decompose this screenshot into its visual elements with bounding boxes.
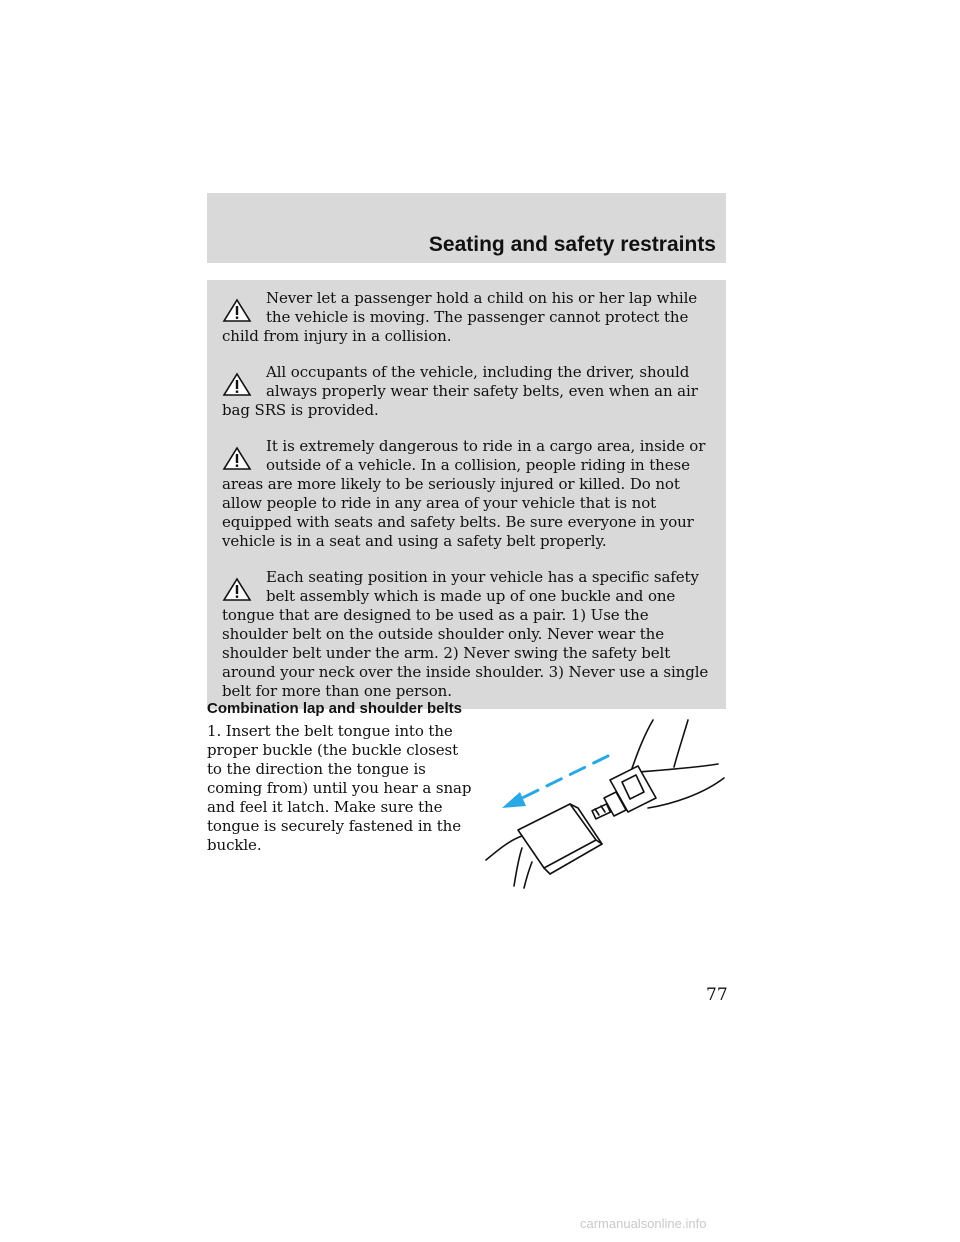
warning-text: even when an air bag SRS is provided. (222, 382, 698, 419)
watermark: carmanualsonline.info (580, 1216, 707, 1231)
warning-triangle-icon (222, 372, 252, 397)
warning-lead: Each seating position in your vehicle has a specific safety belt assembly which is made up of one buckle and one tongue that (222, 568, 699, 624)
page-number: 77 (706, 985, 728, 1005)
page-title: Seating and safety restraints (428, 233, 716, 256)
warning-text: In a collision, people riding in these areas are more likely to be seriously injured or killed. Do not allow people to ride in any area of your vehicle that is not equipped with seats and safety belts. Be sure everyone in your vehicle is in a seat and using a safety belt properly. (222, 456, 694, 550)
warning-lead: Never let a passenger hold a child on his or her lap while the vehicle is moving. (266, 289, 698, 326)
warning-lead: All occupants of the vehicle, including the driver, should always properly wear their safety belts, (266, 363, 690, 400)
section-heading: Combination lap and shoulder belts (207, 700, 463, 717)
warning-triangle-icon (222, 298, 252, 323)
warning-triangle-icon (222, 446, 252, 471)
warning-text: The passenger cannot protect the child from injury in a collision. (222, 308, 689, 345)
seat-belt-buckle-illustration (478, 712, 728, 892)
instruction-step-1: 1. Insert the belt tongue into the proper buckle (the buckle closest to the direction the tongue is coming from) until you hear a snap and feel it latch. Make sure the tongue is securely fastened in the buckle. (207, 722, 472, 854)
header-band (207, 193, 726, 263)
warning-box-2 (207, 354, 726, 428)
warning-lead: It is extremely dangerous to ride in a cargo area, inside or outside of a vehicle. (266, 437, 706, 474)
warning-box-4 (207, 559, 726, 709)
warning-box-3 (207, 428, 726, 559)
warning-triangle-icon (222, 577, 252, 602)
warning-box-1 (207, 280, 726, 354)
warning-text: are designed to be used as a pair. 1) Use the shoulder belt on the outside shoulder only. Never wear the shoulder belt under the arm. 2) Never swing the safety belt around your neck over the inside shoulder. 3) Never use a single belt for more than one person. (222, 606, 709, 700)
